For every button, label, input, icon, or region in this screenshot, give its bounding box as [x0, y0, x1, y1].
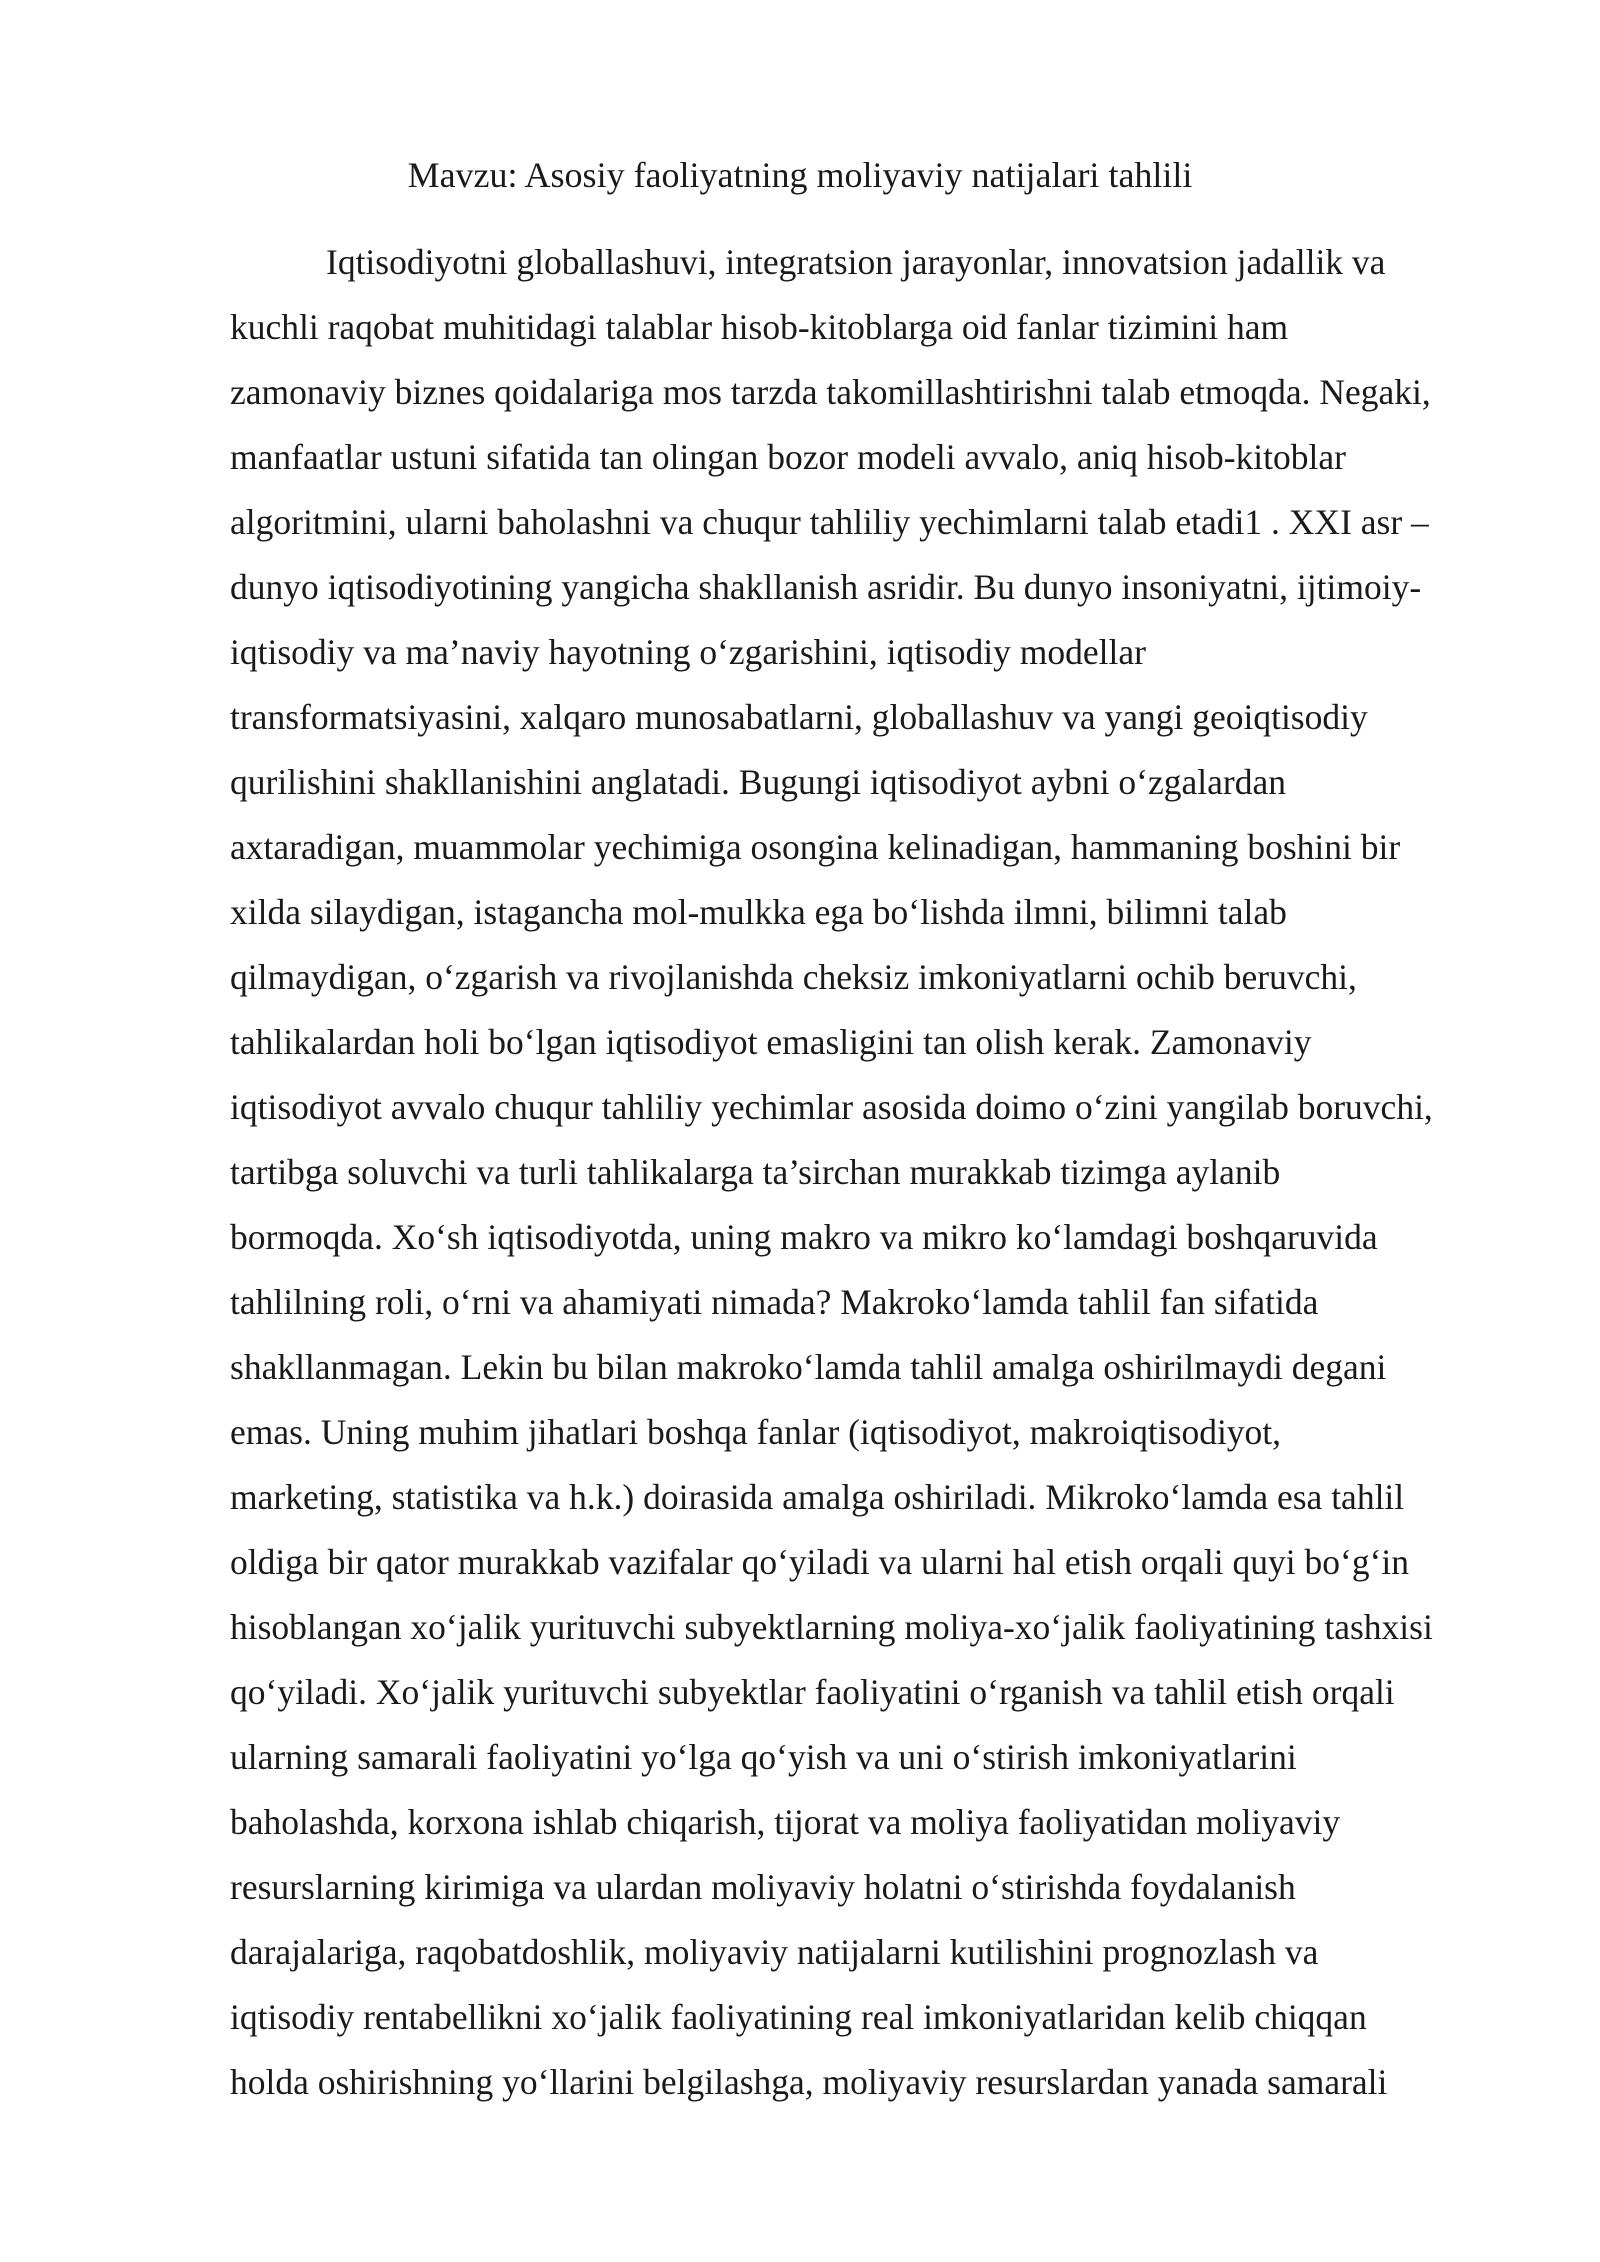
text-line: tahlikalardan holi bo‘lgan iqtisodiyot emasligini tan olish kerak. Zamonaviy: [230, 1022, 1312, 1062]
text-line: darajalariga, raqobatdoshlik, moliyaviy natijalarni kutilishini prognozlash va: [230, 1932, 1319, 1972]
text-line: baholashda, korxona ishlab chiqarish, tijorat va moliya faoliyatidan moliyaviy: [230, 1802, 1341, 1842]
text-line: marketing, statistika va h.k.) doirasida amalga oshiriladi. Mikroko‘lamda esa tahlil: [230, 1477, 1405, 1517]
text-line: holda oshirishning yo‘llarini belgilashga, moliyaviy resurslardan yanada samarali: [230, 2062, 1388, 2102]
text-line: bormoqda. Xo‘sh iqtisodiyotda, uning makro va mikro ko‘lamdagi boshqaruvida: [230, 1217, 1378, 1257]
text-line: axtaradigan, muammolar yechimiga osongina kelinadigan, hammaning boshini bir: [230, 827, 1401, 867]
text-line: tahlilning roli, o‘rni va ahamiyati nimada? Makroko‘lamda tahlil fan sifatida: [230, 1282, 1319, 1322]
text-line: hisoblangan xo‘jalik yurituvchi subyektlarning moliya-xo‘jalik faoliyatining tashxisi: [230, 1607, 1433, 1647]
text-line: Iqtisodiyotni globallashuvi, integratsion jarayonlar, innovatsion jadallik va: [326, 242, 1386, 282]
text-line: qo‘yiladi. Xo‘jalik yurituvchi subyektlar faoliyatini o‘rganish va tahlil etish orqali: [230, 1672, 1395, 1712]
text-line: transformatsiyasini, xalqaro munosabatlarni, globallashuv va yangi geoiqtisodiy: [230, 697, 1368, 737]
document-body: [230, 237, 1520, 2122]
document-title: Mavzu: Asosiy faoliyatning moliyaviy natijalari tahlili: [407, 155, 1193, 195]
text-line: resurslarning kirimiga va ulardan moliyaviy holatni o‘stirishda foydalanish: [230, 1867, 1296, 1907]
text-line: qilmaydigan, o‘zgarish va rivojlanishda cheksiz imkoniyatlarni ochib beruvchi,: [230, 957, 1357, 997]
text-line: qurilishini shakllanishini anglatadi. Bugungi iqtisodiyot aybni o‘zgalardan: [230, 762, 1286, 802]
text-line: shakllanmagan. Lekin bu bilan makroko‘lamda tahlil amalga oshirilmaydi degani: [230, 1347, 1387, 1387]
text-line: iqtisodiy va ma’naviy hayotning o‘zgarishini, iqtisodiy modellar: [230, 632, 1146, 672]
text-line: emas. Uning muhim jihatlari boshqa fanlar (iqtisodiyot, makroiqtisodiyot,: [230, 1412, 1282, 1452]
text-line: dunyo iqtisodiyotining yangicha shakllanish asridir. Bu dunyo insoniyatni, ijtimoiy-: [230, 567, 1422, 607]
text-line: oldiga bir qator murakkab vazifalar qo‘yiladi va ularni hal etish orqali quyi bo‘g‘in: [230, 1542, 1410, 1582]
text-line: manfaatlar ustuni sifatida tan olingan bozor modeli avvalo, aniq hisob-kitoblar: [230, 437, 1346, 477]
text-line: iqtisodiyot avvalo chuqur tahliliy yechimlar asosida doimo o‘zini yangilab boruvchi,: [230, 1087, 1433, 1127]
text-line: xilda silaydigan, istagancha mol-mulkka ega bo‘lishda ilmni, bilimni talab: [230, 892, 1287, 932]
text-line: kuchli raqobat muhitidagi talablar hisob-kitoblarga oid fanlar tizimini ham: [230, 307, 1289, 347]
text-line: zamonaviy biznes qoidalariga mos tarzda takomillashtirishni talab etmoqda. Negaki,: [230, 372, 1431, 412]
text-line: algoritmini, ularni baholashni va chuqur tahliliy yechimlarni talab etadi1 . XXI asr –: [230, 502, 1429, 542]
text-line: iqtisodiy rentabellikni xo‘jalik faoliyatining real imkoniyatlaridan kelib chiqqan: [230, 1997, 1367, 2037]
text-line: tartibga soluvchi va turli tahlikalarga ta’sirchan murakkab tizimga aylanib: [230, 1152, 1281, 1192]
text-line: ularning samarali faoliyatini yo‘lga qo‘yish va uni o‘stirish imkoniyatlarini: [230, 1737, 1297, 1777]
